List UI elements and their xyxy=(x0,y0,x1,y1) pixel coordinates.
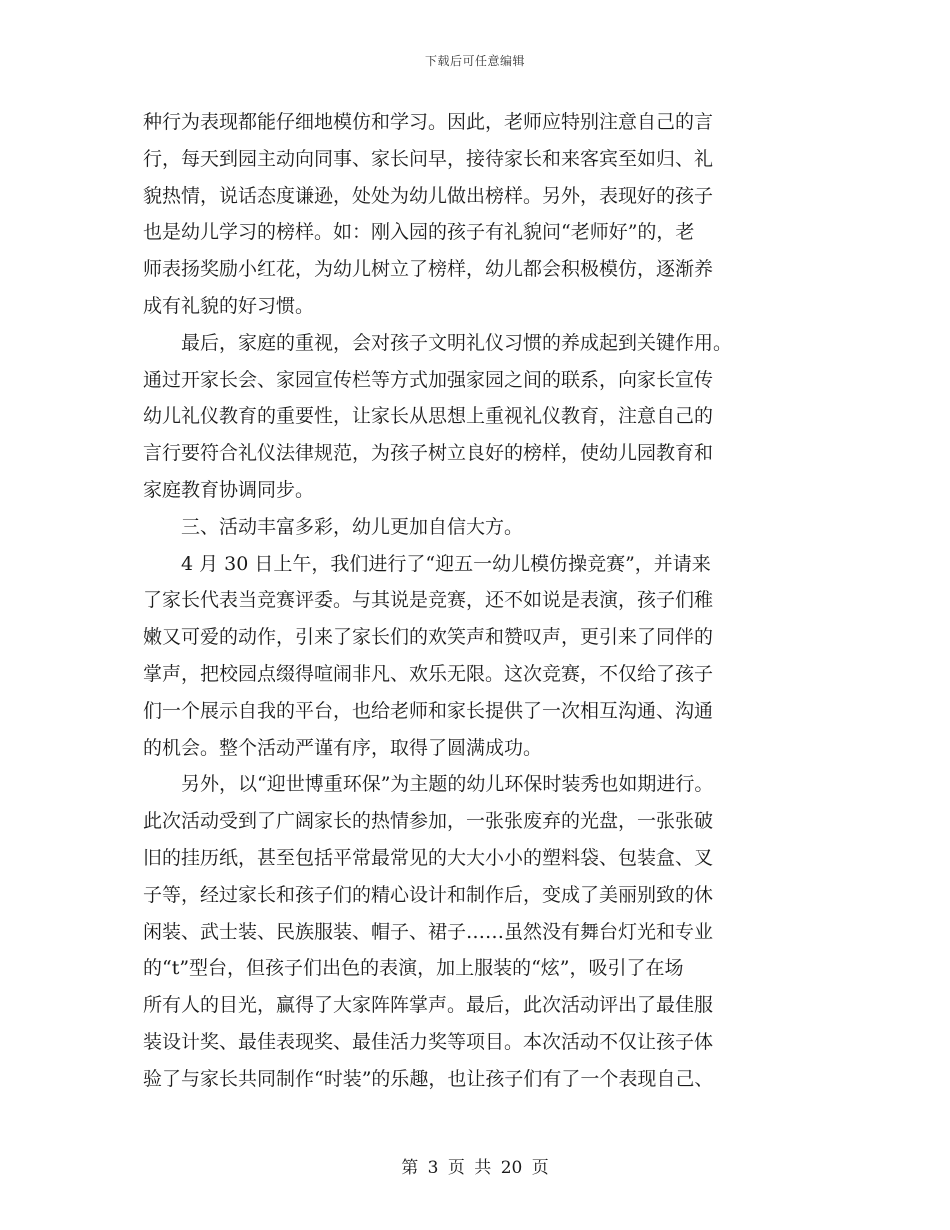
text-line: 另外，以“迎世博重环保”为主题的幼儿环保时装秀也如期进行。 xyxy=(143,773,714,796)
page-number-footer: 第 3 页 共 20 页 xyxy=(401,1158,549,1178)
text-line: 了家长代表当竞赛评委。与其说是竞赛，还不如说是表演，孩子们稚 xyxy=(143,589,714,612)
text-line: 幼儿礼仪教育的重要性，让家长从思想上重视礼仪教育，注意自己的 xyxy=(143,405,714,428)
text-line: 通过开家长会、家园宣传栏等方式加强家园之间的联系，向家长宣传 xyxy=(143,368,714,391)
text-line: 闲装、武士装、民族服装、帽子、裙子……虽然没有舞台灯光和专业 xyxy=(143,920,714,943)
text-line: 所有人的目光，赢得了大家阵阵掌声。最后，此次活动评出了最佳服 xyxy=(143,994,714,1017)
text-line: 貌热情，说话态度谦逊，处处为幼儿做出榜样。另外，表现好的孩子 xyxy=(143,184,714,207)
text-line: 掌声，把校园点缀得喧闹非凡、欢乐无限。这次竞赛，不仅给了孩子 xyxy=(143,662,714,685)
document-body xyxy=(143,104,807,1098)
text-line: 的机会。整个活动严谨有序，取得了圆满成功。 xyxy=(143,736,543,759)
text-line: 嫩又可爱的动作，引来了家长们的欢笑声和赞叹声，更引来了同伴的 xyxy=(143,626,714,649)
text-line: 旧的挂历纸，甚至包括平常最常见的大大小小的塑料袋、包装盒、叉 xyxy=(143,846,714,869)
text-line: 行，每天到园主动向同事、家长问早，接待家长和来客宾至如归、礼 xyxy=(143,147,714,170)
text-line: 验了与家长共同制作“时装”的乐趣，也让孩子们有了一个表现自己、 xyxy=(143,1067,714,1090)
text-line: 4 月 30 日上午，我们进行了“迎五一幼儿模仿操竞赛”，并请来 xyxy=(143,552,711,575)
text-line: 种行为表现都能仔细地模仿和学习。因此，老师应特别注意自己的言 xyxy=(143,111,714,133)
text-line: 装设计奖、最佳表现奖、最佳活力奖等项目。本次活动不仅让孩子体 xyxy=(143,1030,714,1053)
text-line: 师表扬奖励小红花，为幼儿树立了榜样，幼儿都会积极模仿，逐渐养 xyxy=(143,258,714,281)
text-line: 成有礼貌的好习惯。 xyxy=(143,294,315,317)
section-heading: 三、活动丰富多彩，幼儿更加自信大方。 xyxy=(143,515,524,538)
page-header: 下载后可任意编辑 xyxy=(424,54,525,68)
text-line: 家庭教育协调同步。 xyxy=(143,478,315,501)
text-line: 们一个展示自我的平台，也给老师和家长提供了一次相互沟通、沟通 xyxy=(143,699,714,722)
text-line: 也是幼儿学习的榜样。如：刚入园的孩子有礼貌问“老师好”的，老 xyxy=(143,221,695,244)
text-line: 最后，家庭的重视，会对孩子文明礼仪习惯的养成起到关键作用。 xyxy=(143,331,733,354)
text-line: 子等，经过家长和孩子们的精心设计和制作后，变成了美丽别致的休 xyxy=(143,883,714,906)
text-line: 的“t”型台，但孩子们出色的表演，加上服装的“炫”，吸引了在场 xyxy=(143,957,684,980)
text-line: 此次活动受到了广阔家长的热情参加，一张张废弃的光盘，一张张破 xyxy=(143,810,714,833)
text-line: 言行要符合礼仪法律规范，为孩子树立良好的榜样，使幼儿园教育和 xyxy=(143,442,714,465)
